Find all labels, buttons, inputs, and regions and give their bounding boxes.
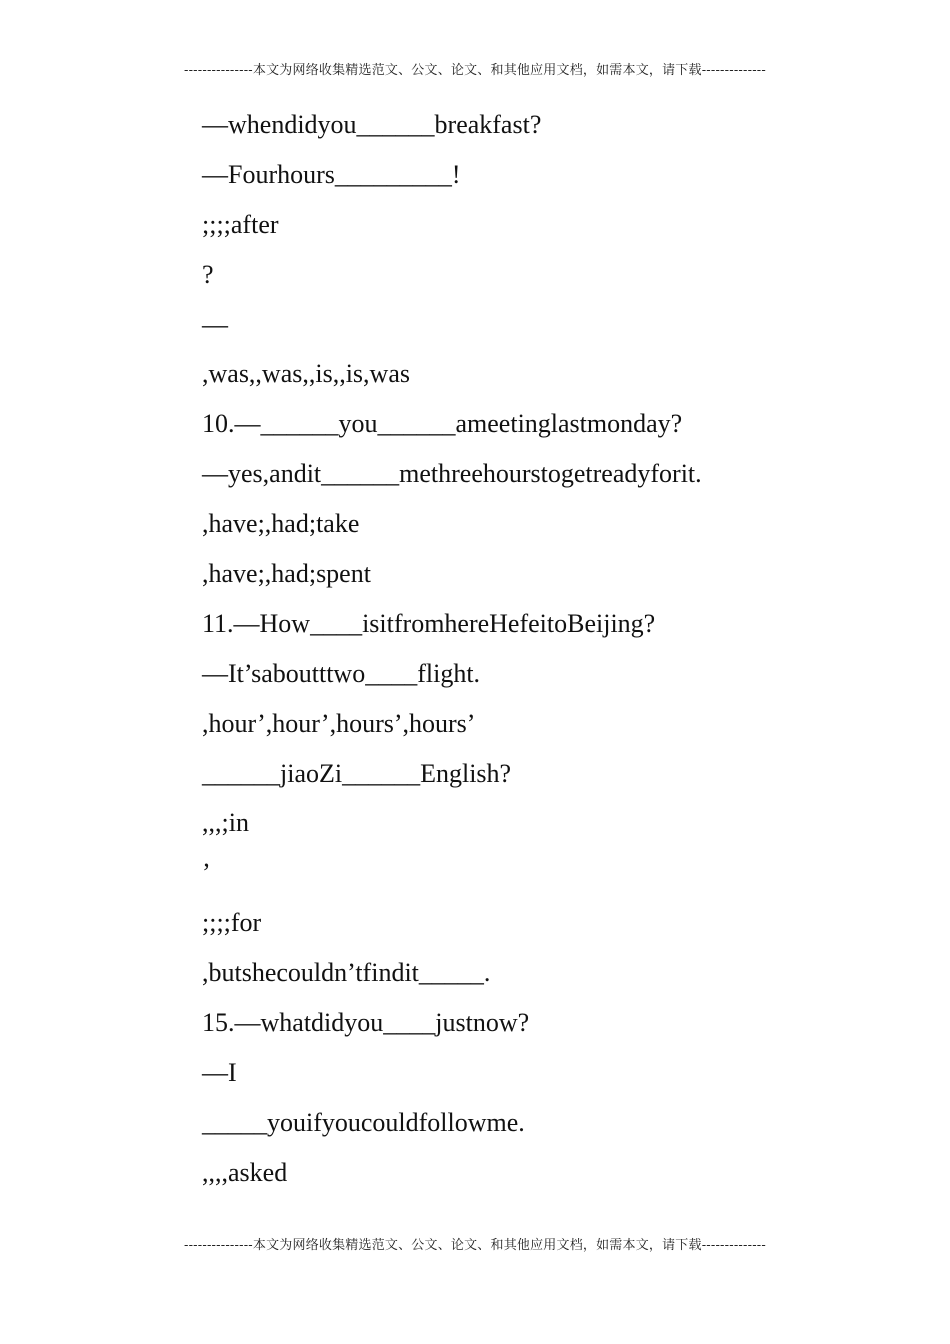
document-body [202,100,902,1198]
text-line: ,,,,asked [202,1157,288,1187]
text-line: —yes,andit______methreehourstogetreadyforit. [202,459,702,489]
text-line: ,was,,was,,is,,is,was [202,359,410,389]
text-line: ______jiaoZi______English? [202,758,512,788]
text-line: —It’saboutttwo____flight. [202,658,481,688]
text-line: 10.—______you______ameetinglastmonday? [202,409,683,439]
text-line: _____youifyoucouldfollowme. [202,1107,525,1137]
text-line: —Fourhours_________! [202,159,461,189]
text-line: —I [202,1057,237,1087]
text-line: ? [202,259,214,289]
text-line: 11.—How____isitfromhereHefeitoBeijing? [202,608,656,638]
text-line: ;;;;for [202,908,262,938]
text-line: ,butshecouldn’tfindit_____. [202,958,491,988]
text-line: 15.—whatdidyou____justnow? [202,1008,530,1038]
text-line: ,hour’,hour’,hours’,hours’ [202,708,476,738]
text-line: ,,,;in [202,808,249,838]
text-line: — [202,309,228,339]
text-line: —whendidyou______breakfast? [202,110,542,139]
text-line: ’ [202,858,211,888]
text-line: ,have;,had;spent [202,559,371,589]
header-banner: ---------------本文为网络收集精选范文、公文、论文、和其他应用文档，如需本文，请下载-------------- [184,63,766,78]
text-line: ;;;;after [202,209,279,239]
footer-banner: ---------------本文为网络收集精选范文、公文、论文、和其他应用文档，如需本文，请下载-------------- [184,1238,766,1253]
text-line: ,have;,had;take [202,509,360,539]
